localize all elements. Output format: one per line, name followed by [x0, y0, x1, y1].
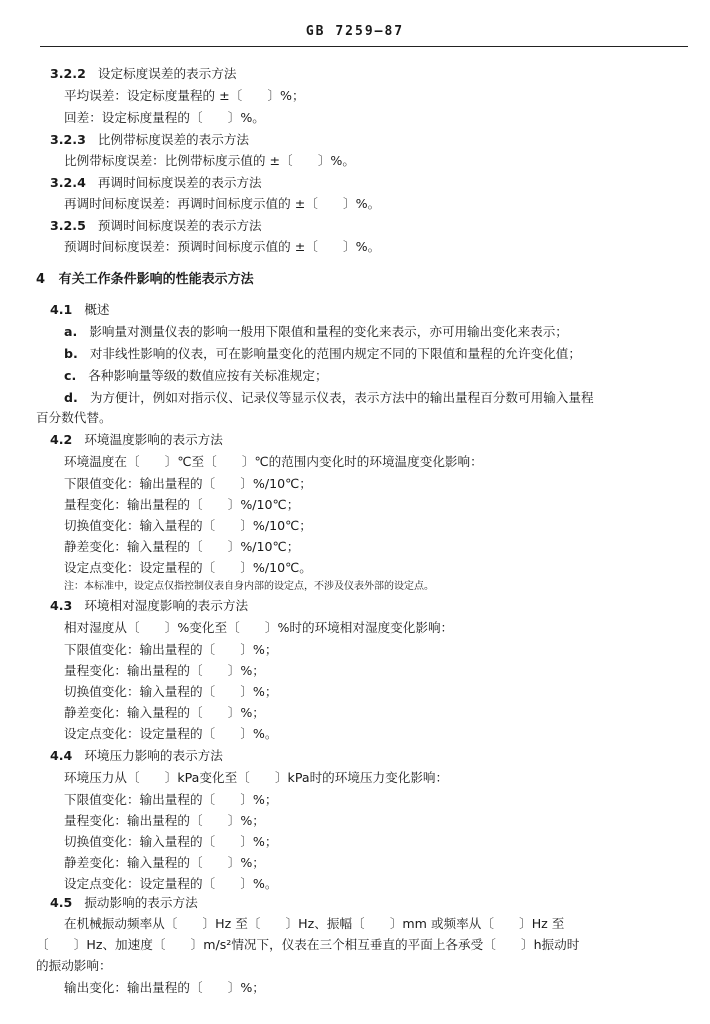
section-title: 再调时间标度误差的表示方法 [97, 175, 262, 190]
section-title: 比例带标度误差的表示方法 [97, 132, 249, 147]
text-line: 〔 〕Hz、加速度〔 〕m/s²情况下，仪表在三个相互垂直的平面上各承受〔 〕h振动时 [36, 937, 580, 952]
section-title: 设定标度误差的表示方法 [97, 66, 237, 81]
chapter-number: 4 [36, 272, 46, 287]
section-number: 4.4 [50, 748, 73, 763]
text-line: 下限值变化：输出量程的〔 〕%； [64, 642, 278, 657]
text-line: 量程变化：输出量程的〔 〕%； [64, 663, 265, 678]
list-label: c. [64, 368, 77, 383]
section-title: 环境相对湿度影响的表示方法 [84, 598, 249, 613]
text-line: 比例带标度误差：比例带标度示值的 ±〔 〕%。 [64, 153, 355, 168]
list-label: d. [64, 390, 78, 405]
section-heading [50, 132, 249, 148]
text-line: 设定点变化：设定量程的〔 〕%。 [64, 726, 278, 741]
text-line: 百分数代替。 [36, 410, 112, 425]
text-line: 切换值变化：输入量程的〔 〕%/10℃； [64, 518, 312, 533]
text-line: 量程变化：输出量程的〔 〕%/10℃； [64, 497, 300, 512]
section-heading [50, 748, 223, 764]
standard-number-header: GB 7259—87 [305, 24, 405, 39]
list-text: 对非线性影响的仪表，可在影响量变化的范围内规定不同的下限值和量程的允许变化值； [89, 346, 581, 361]
list-label: b. [64, 346, 78, 361]
text-line: 下限值变化：输出量程的〔 〕%/10℃； [64, 476, 312, 491]
header-rule [40, 46, 688, 47]
text-line: 回差：设定标度量程的〔 〕%。 [64, 110, 265, 125]
text-line: 切换值变化：输入量程的〔 〕%； [64, 684, 278, 699]
section-heading [50, 598, 248, 614]
section-title: 环境压力影响的表示方法 [84, 748, 223, 763]
list-item [64, 346, 581, 362]
chapter-title: 有关工作条件影响的性能表示方法 [58, 272, 254, 287]
text-line: 的振动影响： [36, 958, 112, 973]
text-line: 切换值变化：输入量程的〔 〕%； [64, 834, 278, 849]
section-title: 预调时间标度误差的表示方法 [97, 218, 262, 233]
section-title: 振动影响的表示方法 [84, 895, 198, 910]
text-line: 在机械振动频率从〔 〕Hz 至〔 〕Hz、振幅〔 〕mm 或频率从〔 〕Hz 至 [64, 916, 565, 931]
section-number: 3.2.2 [50, 66, 86, 81]
text-line: 设定点变化：设定量程的〔 〕%/10℃。 [64, 560, 312, 575]
list-text: 影响量对测量仪表的影响一般用下限值和量程的变化来表示，亦可用输出变化来表示； [89, 324, 568, 339]
section-title: 概述 [84, 302, 110, 317]
section-heading [50, 218, 262, 234]
footnote: 注：本标准中，设定点仅指控制仪表自身内部的设定点，不涉及仪表外部的设定点。 [64, 581, 434, 592]
section-number: 4.5 [50, 895, 73, 910]
list-label: a. [64, 324, 78, 339]
section-number: 3.2.4 [50, 175, 86, 190]
text-line: 下限值变化：输出量程的〔 〕%； [64, 792, 278, 807]
section-number: 3.2.3 [50, 132, 86, 147]
section-number: 3.2.5 [50, 218, 86, 233]
section-heading [50, 302, 110, 318]
section-number: 4.2 [50, 432, 73, 447]
text-line: 环境压力从〔 〕kPa变化至〔 〕kPa时的环境压力变化影响： [64, 770, 449, 785]
section-heading [50, 895, 198, 911]
section-number: 4.1 [50, 302, 73, 317]
section-heading [50, 175, 262, 191]
text-line: 输出变化：输出量程的〔 〕%； [64, 980, 265, 995]
section-title: 环境温度影响的表示方法 [84, 432, 223, 447]
section-number: 4.3 [50, 598, 73, 613]
text-line: 静差变化：输入量程的〔 〕%/10℃； [64, 539, 300, 554]
section-heading [50, 432, 223, 448]
text-line: 环境温度在〔 〕℃至〔 〕℃的范围内变化时的环境温度变化影响： [64, 454, 483, 469]
list-item [64, 368, 328, 384]
chapter-heading [36, 272, 254, 288]
list-text: 为方便计，例如对指示仪、记录仪等显示仪表，表示方法中的输出量程百分数可用输入量程 [89, 390, 594, 405]
text-line: 设定点变化：设定量程的〔 〕%。 [64, 876, 278, 891]
list-item [64, 324, 568, 340]
text-line: 相对湿度从〔 〕%变化至〔 〕%时的环境相对湿度变化影响： [64, 620, 454, 635]
text-line: 静差变化：输入量程的〔 〕%； [64, 705, 265, 720]
text-line: 平均误差：设定标度量程的 ±〔 〕%； [64, 88, 305, 103]
section-heading [50, 66, 236, 82]
text-line: 静差变化：输入量程的〔 〕%； [64, 855, 265, 870]
text-line: 再调时间标度误差：再调时间标度示值的 ±〔 〕%。 [64, 196, 381, 211]
text-line: 预调时间标度误差：预调时间标度示值的 ±〔 〕%。 [64, 239, 381, 254]
list-item [64, 390, 594, 406]
text-line: 量程变化：输出量程的〔 〕%； [64, 813, 265, 828]
list-text: 各种影响量等级的数值应按有关标准规定； [88, 368, 328, 383]
